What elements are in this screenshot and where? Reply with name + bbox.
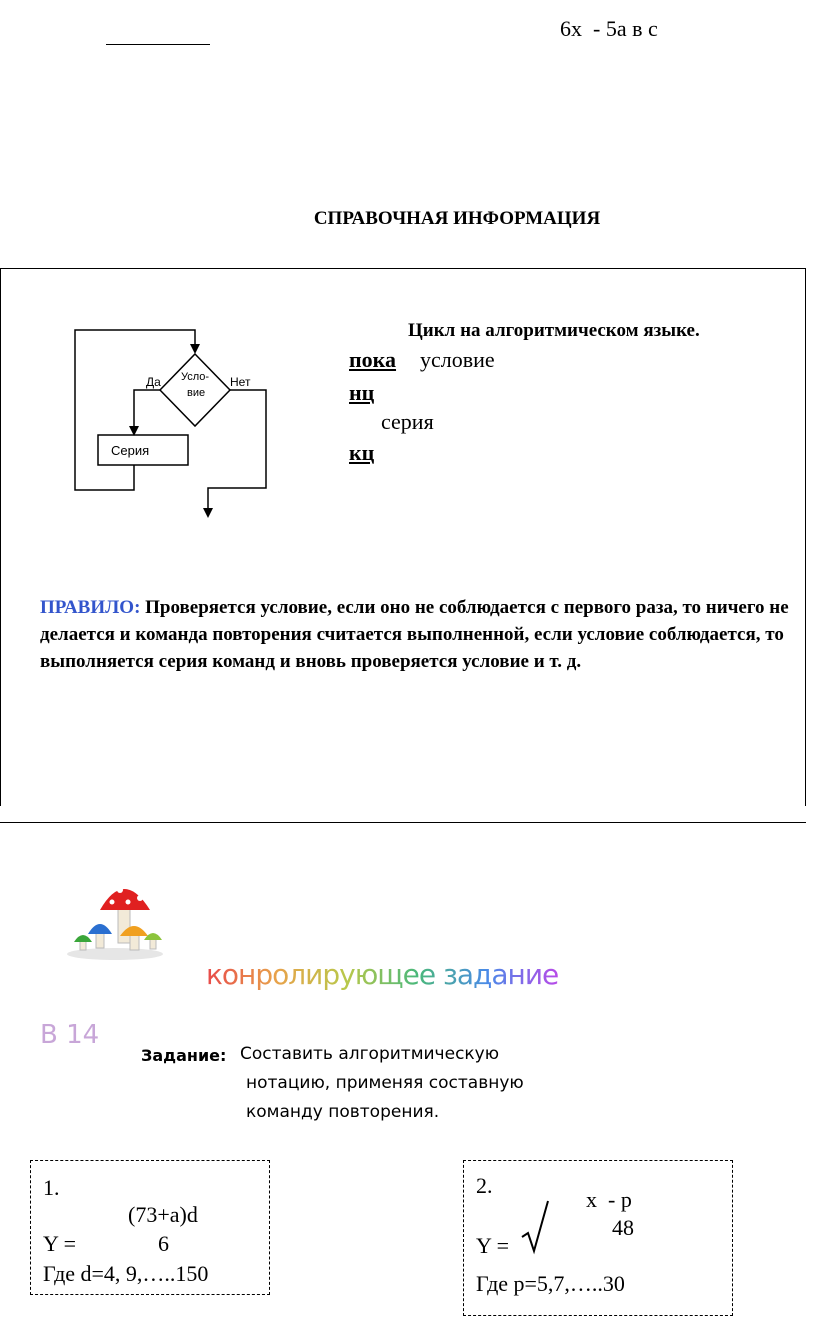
exercise-1-denominator: 6 — [158, 1231, 169, 1256]
section-divider — [0, 822, 806, 823]
yes-branch-line — [134, 390, 160, 426]
rule-paragraph — [40, 594, 802, 675]
loop-flowchart — [60, 318, 290, 528]
exercise-2-number: 2. — [476, 1173, 493, 1198]
series-label: Серия — [111, 443, 150, 458]
condition-label-line2: вие — [187, 387, 206, 399]
page-title: СПРАВОЧНАЯ ИНФОРМАЦИЯ — [313, 208, 601, 229]
task-text-line2: нотацию, применяя составную — [246, 1073, 524, 1093]
exercise-1-where: Где d=4, 9,…..150 — [43, 1261, 209, 1286]
keyword-kc: кц — [349, 440, 375, 465]
condition-text: условие — [420, 347, 495, 372]
no-branch-line — [208, 390, 266, 508]
exit-arrow-head — [203, 508, 213, 518]
task-text-line3: команду повторения. — [246, 1102, 440, 1122]
no-label: Нет — [230, 375, 251, 389]
series-text: серия — [381, 409, 434, 434]
yes-label: Да — [146, 375, 161, 389]
blank-underline — [106, 44, 210, 45]
control-task-wordart — [206, 958, 558, 991]
header-formula: 6x - 5a в с — [560, 16, 658, 41]
exercise-1-numerator: (73+a)d — [128, 1202, 198, 1227]
task-text-line1: Составить алгоритмическую — [240, 1044, 500, 1064]
rule-label: ПРАВИЛО: — [40, 597, 141, 618]
rule-text: Проверяется условие, если оно не соблюдается с первого раза, то ничего не делается и команда повторения считается выполненной, если условие соблюдается, то выполняется серия команд и вновь проверяется условие и т. д. — [40, 597, 789, 672]
condition-label-line1: Усло- — [181, 371, 210, 383]
exercise-2-where: Где p=5,7,…..30 — [476, 1271, 625, 1296]
loop-back-line — [75, 330, 195, 490]
exercise-1-number: 1. — [43, 1175, 60, 1200]
control-task-wordart-text: конролирующее задание — [206, 958, 559, 991]
square-root-icon — [520, 1199, 550, 1255]
keyword-nc: нц — [349, 380, 375, 405]
keyword-while: пока — [349, 347, 397, 372]
exercise-2-box — [463, 1160, 733, 1316]
algorithm-heading: Цикл на алгоритмическом языке. — [408, 320, 700, 341]
exercise-2-denominator: 48 — [612, 1215, 634, 1240]
exercise-2-numerator: x - p — [586, 1187, 632, 1212]
mushrooms-illustration — [60, 872, 170, 962]
exercise-1-y-label: Y = — [43, 1231, 76, 1256]
loop-arrow-head — [190, 344, 200, 354]
task-label: Задание: — [141, 1046, 227, 1065]
exercise-2-y-label: Y = — [476, 1233, 509, 1258]
variant-label: В 14 — [40, 1020, 100, 1050]
exercise-1-box — [30, 1160, 270, 1295]
